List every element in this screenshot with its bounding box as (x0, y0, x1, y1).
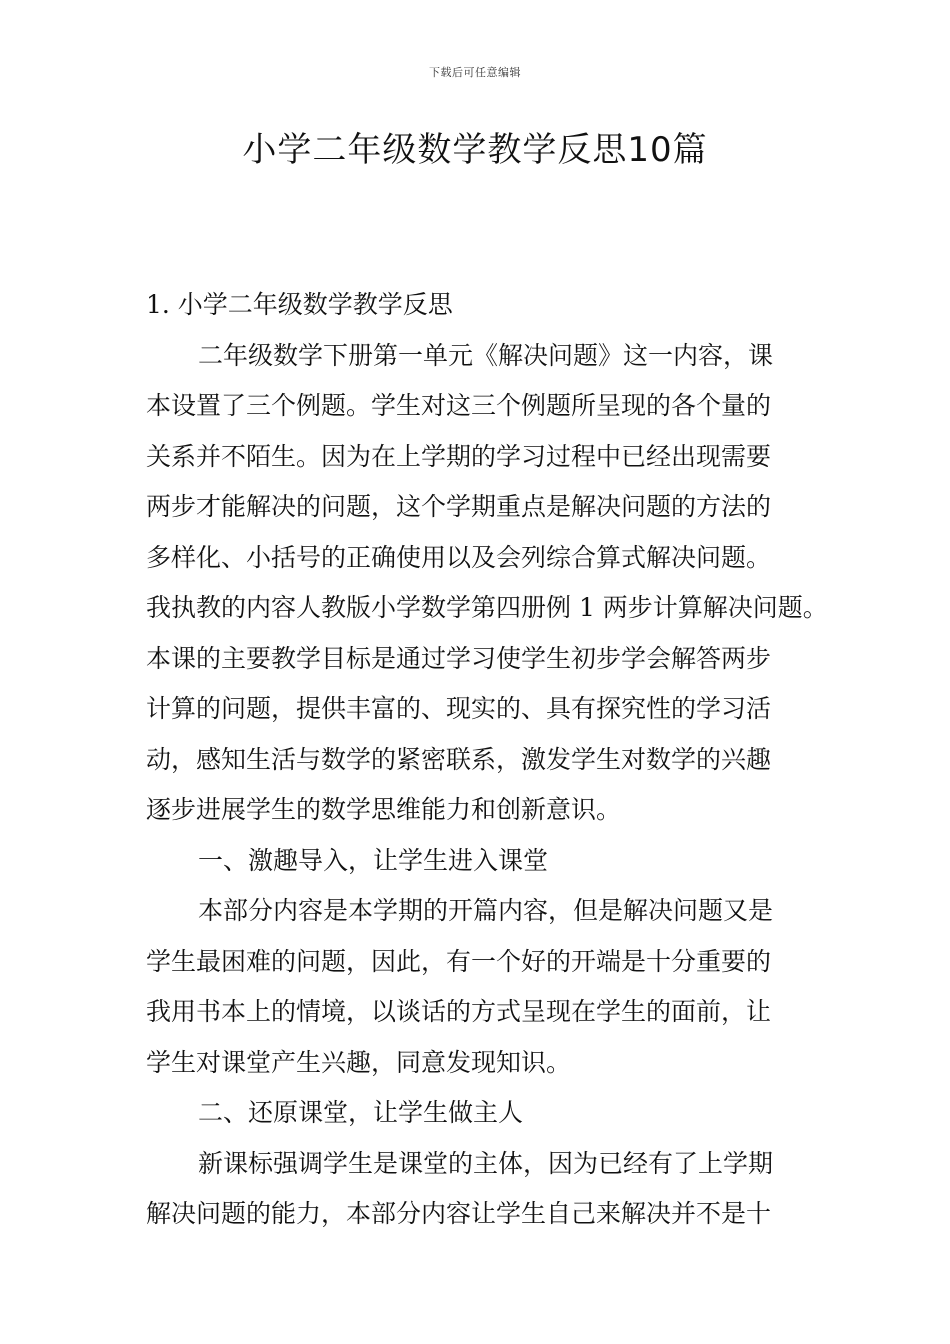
document-title: 小学二年级数学教学反思10篇 (242, 130, 708, 170)
paragraph-line: 关系并不陌生。因为在上学期的学习过程中已经出现需要 (146, 441, 772, 471)
paragraph-line: 动，感知生活与数学的紧密联系，激发学生对数学的兴趣 (146, 744, 772, 774)
paragraph-line: 学生对课堂产生兴趣，同意发现知识。 (146, 1047, 572, 1077)
paragraph-line: 解决问题的能力，本部分内容让学生自己来解决并不是十 (146, 1199, 772, 1228)
paragraph-line: 新课标强调学生是课堂的主体，因为已经有了上学期 (198, 1148, 774, 1178)
section-heading: 一、激趣导入，让学生进入课堂 (198, 845, 549, 875)
paragraph-line: 本部分内容是本学期的开篇内容，但是解决问题又是 (198, 896, 774, 925)
paragraph-line: 1. 小学二年级数学教学反思 (146, 290, 453, 319)
paragraph-line: 本课的主要教学目标是通过学习使学生初步学会解答两步 (146, 643, 772, 673)
paragraph-line: 本设置了三个例题。学生对这三个例题所呈现的各个量的 (146, 391, 772, 420)
paragraph-line: 我用书本上的情境，以谈话的方式呈现在学生的面前，让 (146, 997, 772, 1026)
paragraph-line: 两步才能解决的问题，这个学期重点是解决问题的方法的 (146, 492, 772, 521)
paragraph-line: 计算的问题，提供丰富的、现实的、具有探究性的学习活 (146, 694, 772, 723)
paragraph-line: 逐步进展学生的数学思维能力和创新意识。 (146, 795, 622, 824)
header-note: 下载后可任意编辑 (429, 66, 521, 79)
paragraph-line: 多样化、小括号的正确使用以及会列综合算式解决问题。 (146, 542, 772, 572)
document-body (146, 280, 828, 1240)
paragraph-line: 学生最困难的问题，因此，有一个好的开端是十分重要的 (146, 946, 772, 976)
paragraph-line: 我执教的内容人教版小学数学第四册例 1 两步计算解决问题。 (146, 593, 828, 622)
paragraph-line: 二年级数学下册第一单元《解决问题》这一内容，课 (198, 340, 774, 370)
section-heading: 二、还原课堂，让学生做主人 (198, 1098, 524, 1127)
